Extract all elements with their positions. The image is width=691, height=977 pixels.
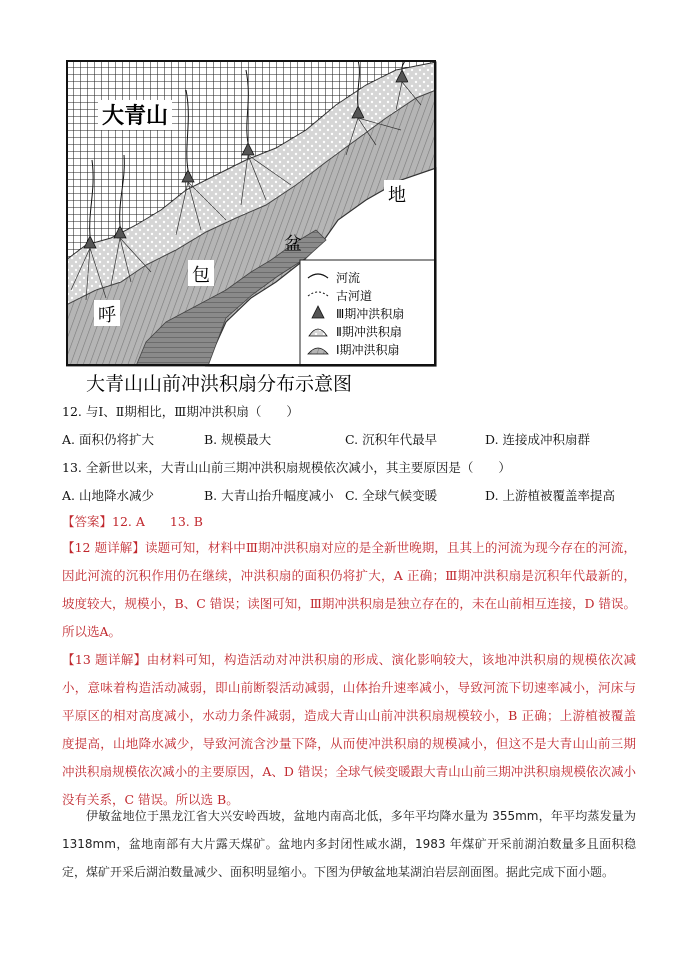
- explanation-13-text: 由材料可知，构造活动对冲洪积扇的形成、演化影响较大，该地冲洪积扇的规模依次减小，意味着构造活动减弱，即山前断裂活动减弱，山体抬升速率减小，导致河流下切速率减小，河床与平原区的相对高度减小，水动力条件减弱，造成大青山山前冲洪积扇规模较小，B 正确；上游植被覆盖度提高，山地降水减少，导致河流含沙量下降，从而使冲洪积扇的规模减小，但这不是大青山山前三期冲洪积扇规模依次减小的主要原因，A、D 错误；全球气候变暖跟大青山山前三期冲洪积扇规模依次减小没有关系，C 错误。所以选 B。: [62, 652, 636, 807]
- label-hu: 呼: [98, 305, 116, 326]
- explanation-12-label: 【12 题详解】: [62, 540, 145, 555]
- legend-fan-iii: Ⅲ期冲洪积扇: [336, 307, 405, 321]
- map-svg: [66, 60, 438, 396]
- label-basin-di: 地: [388, 185, 406, 206]
- q12-option-b: B. 规模最大: [204, 432, 272, 447]
- q13-option-b: B. 大青山抬升幅度减小: [204, 488, 334, 503]
- label-bao: 包: [192, 265, 210, 286]
- intro-paragraph: 伊敏盆地位于黑龙江省大兴安岭西坡，盆地内南高北低，多年平均降水量为 355mm，年平均蒸发量为 1318mm，盆地南部有大片露天煤矿。盆地内多封闭性咸水湖，1983 年煤矿开采前湖泊数量多且面积稳定，煤矿开采后湖泊数量减少、面积明显缩小。下图为伊敏盆地某湖泊岩层剖面图。据此完成下面小题。: [62, 809, 636, 879]
- legend-fan-i: Ⅰ期冲洪积扇: [336, 343, 400, 357]
- explanation-13-label: 【13 题详解】: [62, 652, 147, 667]
- q13-option-a: A. 山地降水减少: [62, 488, 154, 503]
- question-12-stem: 12. 与Ⅰ、Ⅱ期相比，Ⅲ期冲洪积扇（ ）: [62, 404, 299, 419]
- explanation-13: [62, 646, 636, 814]
- legend-fan-ii: Ⅱ期冲洪积扇: [336, 325, 402, 339]
- label-mountain: 大青山: [102, 104, 169, 129]
- q13-option-d: D. 上游植被覆盖率提高: [485, 488, 616, 503]
- map-title: 大青山山前冲洪积扇分布示意图: [86, 373, 353, 395]
- answer-label: 【答案】: [62, 514, 113, 529]
- q12-option-a: A. 面积仍将扩大: [62, 432, 154, 447]
- alluvial-fan-map: [66, 60, 438, 396]
- explanation-12: [62, 534, 636, 646]
- answer-line: [62, 512, 203, 530]
- legend-ancient-river: 古河道: [336, 289, 373, 303]
- explanation-12-text: 读题可知，材料中Ⅲ期冲洪积扇对应的是全新世晚期，且其上的河流为现今存在的河流，因此河流的沉积作用仍在继续，冲洪积扇的面积仍将扩大，A 正确；Ⅲ期冲洪积扇是沉积年代最新的，坡度较大，规模小，B、C 错误；读图可知，Ⅲ期冲洪积扇是独立存在的，未在山前相互连接，D 错误。所以选A。: [62, 540, 636, 639]
- legend-river: 河流: [336, 271, 361, 285]
- label-basin-pen: 盆: [284, 234, 302, 255]
- question-13-stem: 13. 全新世以来，大青山山前三期冲洪积扇规模依次减小，其主要原因是（ ）: [62, 460, 511, 475]
- answer-text: 12. A 13. B: [112, 514, 203, 529]
- q12-option-c: C. 沉积年代最早: [345, 432, 438, 447]
- q12-option-d: D. 连接成冲积扇群: [485, 432, 591, 447]
- q13-option-c: C. 全球气候变暖: [345, 488, 438, 503]
